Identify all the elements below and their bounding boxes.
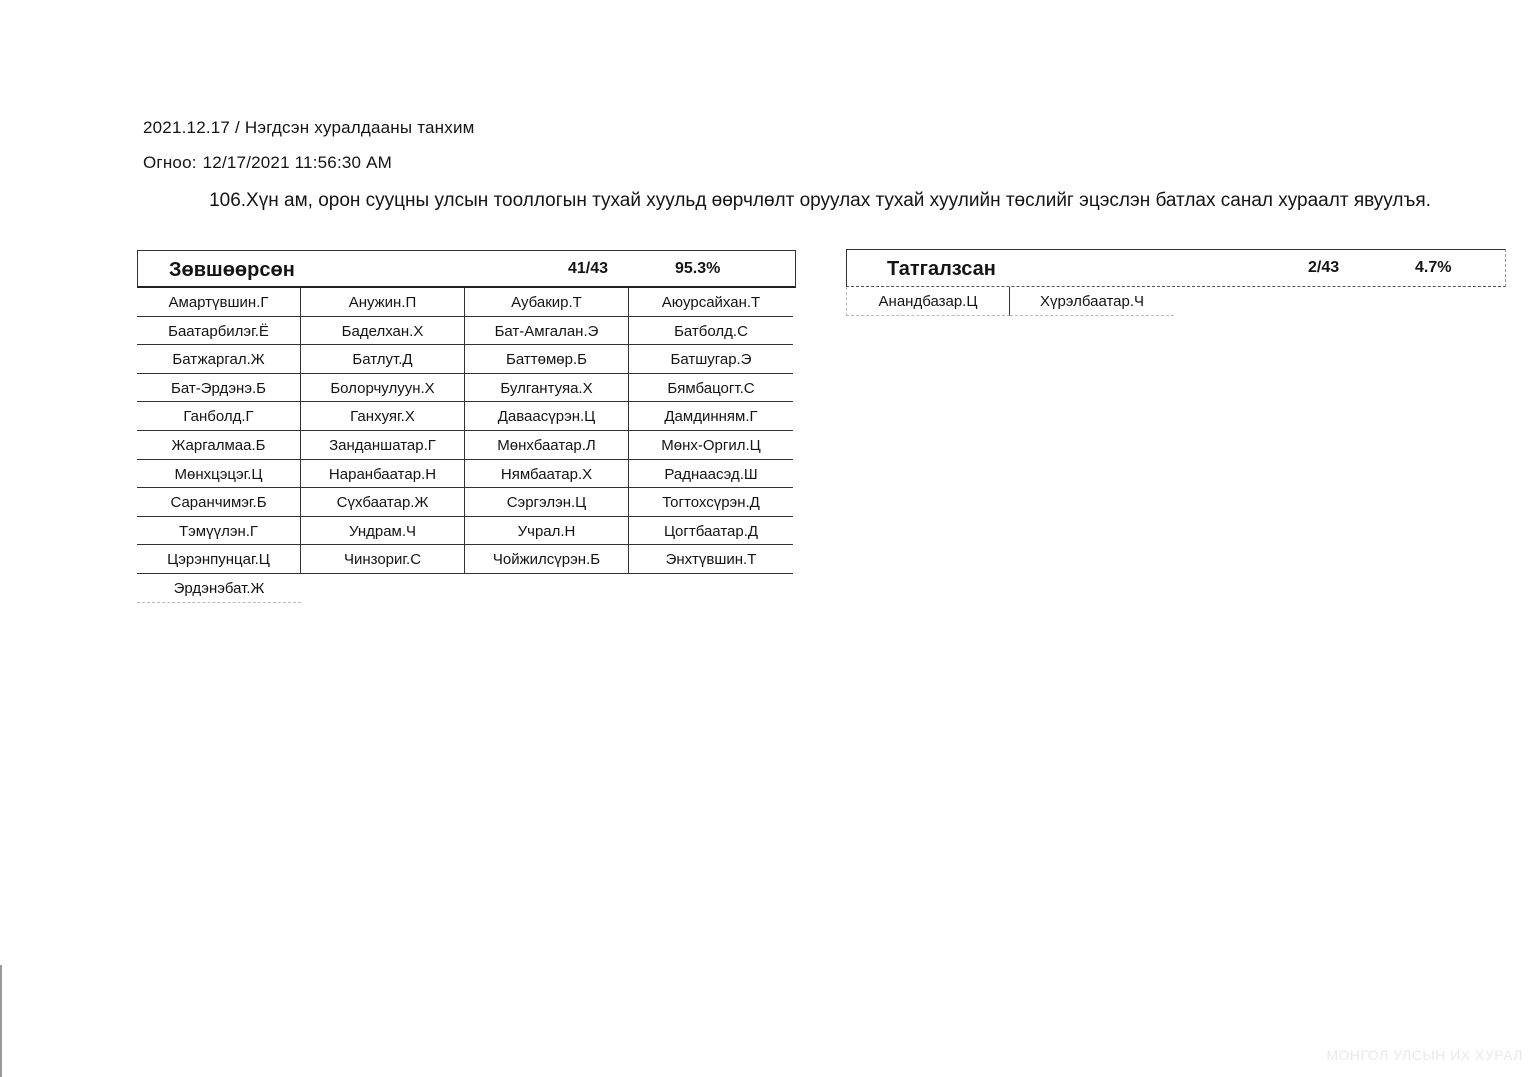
scan-edge-line bbox=[0, 965, 2, 1077]
approved-name: Энхтүвшин.Т bbox=[629, 545, 793, 574]
approved-name: Батжаргал.Ж bbox=[137, 345, 301, 374]
session-line: 2021.12.17 / Нэгдсэн хуралдааны танхим bbox=[143, 118, 475, 137]
approved-count: 41/43 bbox=[568, 260, 609, 277]
approved-name: Наранбаатар.Н bbox=[301, 460, 465, 489]
approved-name: Занданшатар.Г bbox=[301, 431, 465, 460]
approved-name: Чинзориг.С bbox=[301, 545, 465, 574]
approved-names-grid bbox=[137, 288, 796, 603]
approved-name: Бат-Эрдэнэ.Б bbox=[137, 374, 301, 403]
rejected-label: Татгалзсан bbox=[887, 258, 996, 280]
approved-panel bbox=[137, 250, 796, 603]
watermark: МОНГОЛ УЛСЫН ИХ ХУРАЛ bbox=[1326, 1047, 1523, 1063]
approved-name: Баттөмөр.Б bbox=[465, 345, 629, 374]
rejected-names-row bbox=[846, 287, 1506, 316]
approved-name: Аубакир.Т bbox=[465, 288, 629, 317]
approved-name: Тогтохсүрэн.Д bbox=[629, 488, 793, 517]
approved-name: Батболд.С bbox=[629, 317, 793, 346]
approved-name: Цогтбаатар.Д bbox=[629, 517, 793, 546]
approved-name: Мөнхцэцэг.Ц bbox=[137, 460, 301, 489]
approved-name: Амартүвшин.Г bbox=[137, 288, 301, 317]
approved-name: Дамдинням.Г bbox=[629, 402, 793, 431]
rejected-panel bbox=[846, 249, 1506, 316]
approved-name: Даваасүрэн.Ц bbox=[465, 402, 629, 431]
approved-name: Мөнхбаатар.Л bbox=[465, 431, 629, 460]
approved-header bbox=[137, 250, 796, 288]
rejected-name: Хүрэлбаатар.Ч bbox=[1010, 287, 1174, 316]
approved-name: Бямбацогт.С bbox=[629, 374, 793, 403]
date-label: Огноо: bbox=[143, 153, 197, 172]
approved-name: Баделхан.Х bbox=[301, 317, 465, 346]
approved-name: Раднаасэд.Ш bbox=[629, 460, 793, 489]
approved-name: Бат-Амгалан.Э bbox=[465, 317, 629, 346]
approved-name: Сэргэлэн.Ц bbox=[465, 488, 629, 517]
approved-name: Ганболд.Г bbox=[137, 402, 301, 431]
approved-name: Мөнх-Оргил.Ц bbox=[629, 431, 793, 460]
date-value: 12/17/2021 11:56:30 AM bbox=[202, 153, 392, 172]
approved-name: Жаргалмаа.Б bbox=[137, 431, 301, 460]
date-line bbox=[143, 153, 392, 173]
approved-label: Зөвшөөрсөн bbox=[169, 259, 295, 281]
approved-name: Ундрам.Ч bbox=[301, 517, 465, 546]
rejected-name: Анандбазар.Ц bbox=[846, 287, 1010, 316]
approved-name: Учрал.Н bbox=[465, 517, 629, 546]
approved-name: Анужин.П bbox=[301, 288, 465, 317]
approved-name: Батлут.Д bbox=[301, 345, 465, 374]
rejected-count: 2/43 bbox=[1308, 259, 1340, 276]
approved-name: Баатарбилэг.Ё bbox=[137, 317, 301, 346]
approved-name: Ганхуяг.Х bbox=[301, 402, 465, 431]
rejected-percent: 4.7% bbox=[1415, 259, 1452, 276]
approved-name: Цэрэнпунцаг.Ц bbox=[137, 545, 301, 574]
approved-name: Чойжилсүрэн.Б bbox=[465, 545, 629, 574]
approved-name: Сүхбаатар.Ж bbox=[301, 488, 465, 517]
approved-name: Тэмүүлэн.Г bbox=[137, 517, 301, 546]
approved-name: Саранчимэг.Б bbox=[137, 488, 301, 517]
approved-name: Болорчулуун.Х bbox=[301, 374, 465, 403]
approved-name: Нямбаатар.Х bbox=[465, 460, 629, 489]
approved-name: Батшугар.Э bbox=[629, 345, 793, 374]
approved-name: Булгантуяа.Х bbox=[465, 374, 629, 403]
rejected-header bbox=[846, 249, 1506, 287]
approved-name: Аюурсайхан.Т bbox=[629, 288, 793, 317]
motion-title: 106.Хүн ам, орон сууцны улсын тооллогын тухай хуульд өөрчлөлт оруулах тухай хуулийн төслийг эцэслэн батлах санал хураалт явуулъя. bbox=[209, 190, 1431, 211]
approved-percent: 95.3% bbox=[675, 260, 721, 277]
approved-name: Эрдэнэбат.Ж bbox=[137, 574, 301, 603]
